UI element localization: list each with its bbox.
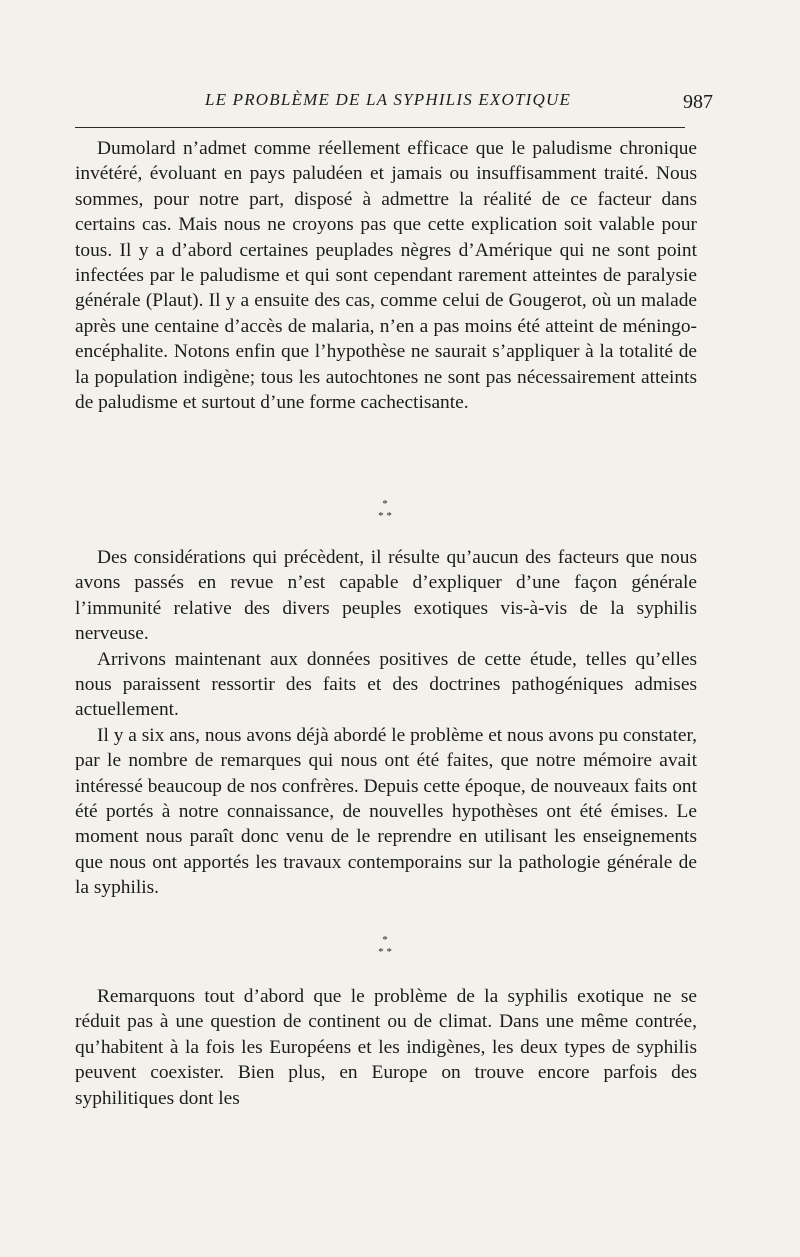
- separator-star-top: *: [382, 934, 388, 946]
- text-block-1: [75, 136, 697, 415]
- paragraph: Il y a six ans, nous avons déjà abordé le problème et nous avons pu constater, par le nombre de remarques qui nous ont été faites, que notre mémoire avait intéressé beaucoup de nos confrères. Depuis cette époque, de nouveaux faits ont été portés à notre connaissance, de nouvelles hypothèses ont été émises. Le moment nous paraît donc venu de le reprendre en utilisant les enseignements que nous ont apportés les travaux contemporains sur la pathologie générale de la syphilis.: [75, 724, 697, 899]
- page-header: [75, 88, 713, 122]
- section-separator-2: [340, 934, 430, 958]
- section-separator-1: [340, 498, 430, 522]
- separator-star-top: *: [382, 498, 388, 510]
- paragraph: Arrivons maintenant aux données positives de cette étude, telles qu’elles nous paraissent ressortir des faits et des doctrines pathogéniques admises actuellement.: [75, 648, 697, 721]
- paragraph: Dumolard n’admet comme réellement efficace que le paludisme chronique invétéré, évoluant en pays paludéen et jamais ou insuffisamment traité. Nous sommes, pour notre part, disposé à admettre la réalité de ce facteur dans certains cas. Mais nous ne croyons pas que cette explication soit valable pour tous. Il y a d’abord certaines peuplades nègres d’Amérique qui ne sont point infectées par le paludisme et qui sont cependant rarement atteintes de paralysie générale (Plaut). Il y a ensuite des cas, comme celui de Gougerot, où un malade après une centaine d’accès de malaria, n’en a pas moins été atteint de méningo-encéphalite. Notons enfin que l’hypothèse ne saurait s’appliquer à la totalité de la population indigène; tous les autochtones ne sont pas nécessairement atteints de paludisme et surtout d’une forme cachectisante.: [75, 138, 697, 414]
- page-number: 987: [683, 91, 713, 113]
- running-title: LE PROBLÈME DE LA SYPHILIS EXOTIQUE: [204, 90, 572, 109]
- separator-stars-bottom: * *: [378, 510, 392, 522]
- paragraph: Des considérations qui précèdent, il résulte qu’aucun des facteurs que nous avons passés en revue n’est capable d’expliquer d’une façon générale l’immunité relative des divers peuples exotiques vis-à-vis de la syphilis nerveuse.: [75, 547, 697, 645]
- header-rule: [75, 127, 685, 128]
- text-block-2: [75, 545, 697, 901]
- text-block-3: [75, 984, 697, 1111]
- paragraph: Remarquons tout d’abord que le problème de la syphilis exotique ne se réduit pas à une question de continent ou de climat. Dans une même contrée, qu’habitent à la fois les Européens et les indigènes, les deux types de syphilis peuvent coexister. Bien plus, en Europe on trouve encore parfois des syphilitiques dont les: [75, 986, 697, 1109]
- separator-stars-bottom: * *: [378, 946, 392, 958]
